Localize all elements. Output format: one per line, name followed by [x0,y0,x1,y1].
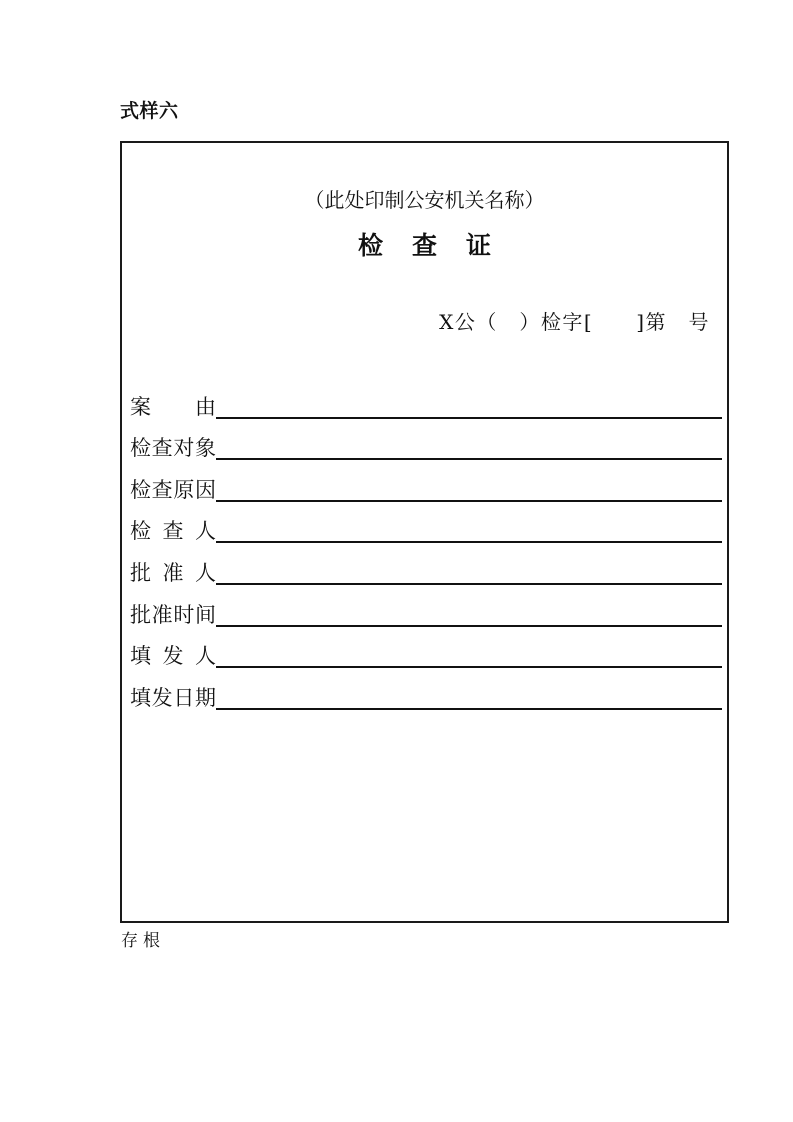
field-input-line [216,500,722,502]
field-label-case-reason: 案 由 [130,394,216,419]
field-label-issue-date: 填 发 日 期 [130,685,216,710]
field-label-inspection-target: 检 查 对 象 [130,436,216,461]
org-name-placeholder: （此处印制公安机关名称） [304,188,545,212]
field-input-line [216,583,722,585]
form-field-row [130,502,722,544]
style-label: 式样六 [120,100,179,122]
field-label-inspection-cause: 检 查 原 因 [130,477,216,502]
form-fields [122,377,727,710]
field-input-line [216,541,722,543]
form-field-row [130,668,722,710]
field-input-line [216,666,722,668]
field-label-approver: 批 准 人 [130,560,216,585]
field-input-line [216,708,722,710]
stub-label: 存根 [121,931,165,951]
field-input-line [216,417,722,419]
form-field-row [130,585,722,627]
inspection-certificate-form [120,141,729,923]
form-field-row [130,460,722,502]
form-field-row [130,419,722,461]
doc-number-line: X公（ ）检字[ ]第 号 [439,310,710,334]
field-label-issuer: 填 发 人 [130,644,216,669]
form-field-row [130,627,722,669]
field-label-approval-time: 批 准 时 间 [130,602,216,627]
field-input-line [216,458,722,460]
certificate-title: 检查证 [357,231,520,260]
form-field-row [130,377,722,419]
field-input-line [216,625,722,627]
field-label-inspector: 检 查 人 [130,519,216,544]
form-field-row [130,543,722,585]
